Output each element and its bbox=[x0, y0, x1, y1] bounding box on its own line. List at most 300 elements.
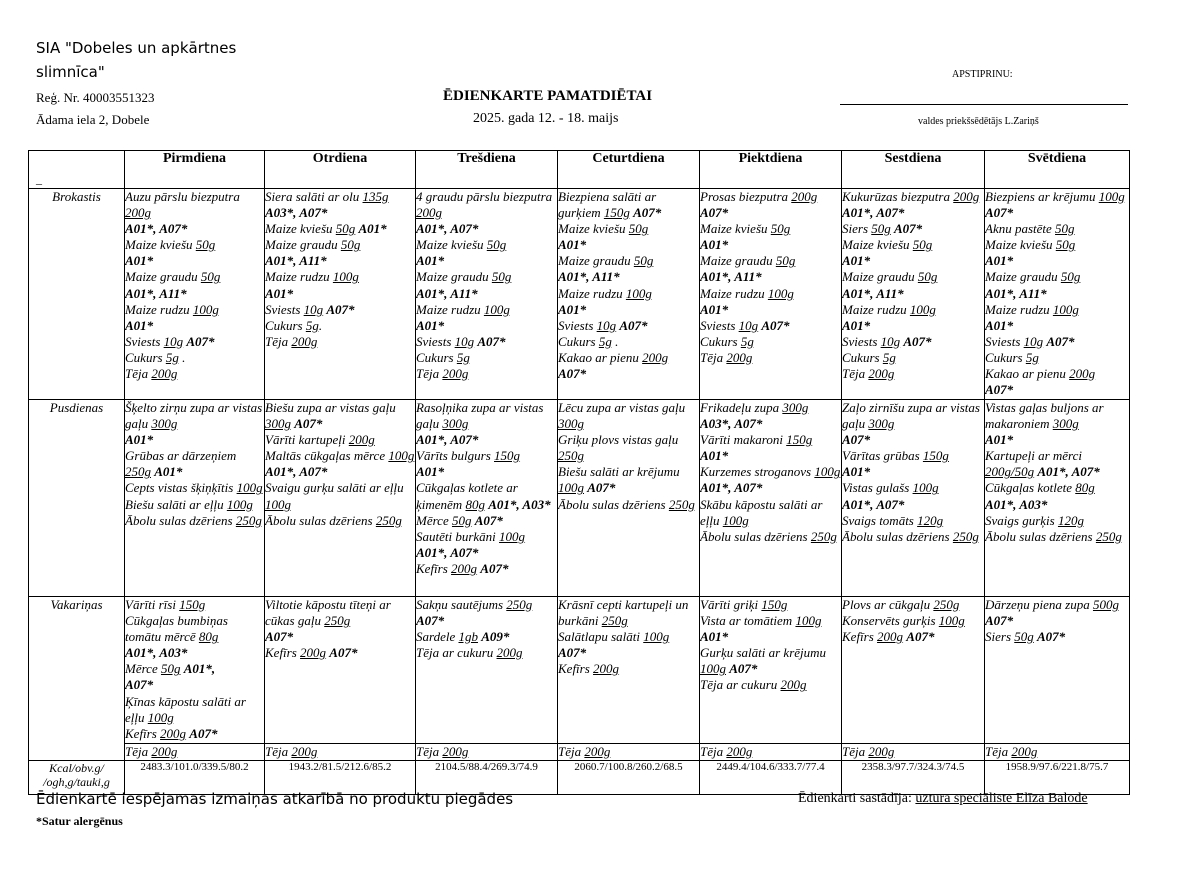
menu-item bbox=[985, 629, 1129, 645]
portion-size: 200g bbox=[726, 349, 753, 365]
dish-text: Tēja bbox=[985, 744, 1012, 759]
dish-text: Tēja ar cukuru bbox=[700, 677, 781, 693]
menu-item bbox=[842, 597, 984, 613]
menu-item bbox=[416, 237, 557, 253]
allergen-code: A01*, A07* bbox=[416, 432, 479, 448]
portion-size: 100g bbox=[236, 480, 263, 496]
allergen-code: A01* bbox=[416, 253, 445, 269]
dish-text: Ķīnas kāpostu salāti ar eļļu bbox=[125, 693, 246, 725]
menu-item bbox=[558, 318, 699, 334]
portion-size: 100g bbox=[499, 528, 526, 544]
allergen-code: A01*, A07* bbox=[842, 205, 905, 221]
menu-item bbox=[265, 221, 415, 237]
portion-size: 80g bbox=[465, 496, 485, 512]
approve-label: APSTIPRINU: bbox=[952, 69, 1013, 80]
portion-size: 500g bbox=[1092, 597, 1119, 612]
menu-item bbox=[700, 400, 841, 416]
menu-item bbox=[842, 221, 984, 237]
menu-item bbox=[842, 302, 984, 318]
menu-item bbox=[842, 318, 984, 334]
nutrition-value: 2104.5/88.4/269.3/74.9 bbox=[416, 761, 558, 795]
portion-size: 200g bbox=[496, 645, 523, 661]
dish-text: Sviests bbox=[265, 301, 304, 317]
menu-item bbox=[985, 382, 1129, 398]
menu-cell bbox=[416, 597, 558, 744]
portion-size: 50g bbox=[871, 221, 891, 237]
allergen-code: A07* bbox=[294, 416, 323, 432]
dish-text: Cukurs bbox=[125, 349, 166, 365]
dish-text: Maize kviešu bbox=[125, 237, 196, 253]
menu-item bbox=[985, 529, 1129, 545]
tea-cell bbox=[125, 744, 265, 761]
address: Ādama iela 2, Dobele bbox=[36, 112, 150, 127]
allergen-code: A01*, A11* bbox=[558, 269, 620, 285]
allergen-code: A07* bbox=[558, 645, 587, 661]
dish-text: Biezpiena salāti ar gurķiem bbox=[558, 189, 657, 221]
allergen-code: A09* bbox=[481, 629, 510, 645]
dish-text: Ābolu sulas dzēriens bbox=[842, 528, 953, 544]
dish-text: Viltotie kāpostu tīteņi ar cūkas gaļu bbox=[265, 597, 391, 629]
menu-cell bbox=[985, 189, 1130, 400]
author-name: uztura speciāliste Elīza Balode bbox=[915, 791, 1088, 806]
dish-text: Sautēti burkāni bbox=[416, 528, 500, 544]
menu-cell bbox=[265, 400, 416, 597]
portion-size: 100g bbox=[722, 512, 749, 528]
menu-table bbox=[28, 150, 1130, 795]
portion-size: 5g bbox=[882, 349, 896, 365]
menu-item bbox=[265, 744, 415, 760]
allergen-code: A01*, bbox=[183, 661, 216, 677]
menu-item bbox=[265, 334, 415, 350]
allergen-code: A01*, A07* bbox=[1037, 464, 1100, 480]
menu-cell bbox=[985, 597, 1130, 744]
menu-item bbox=[416, 545, 557, 561]
dish-text: Maize rudzu bbox=[558, 285, 626, 301]
portion-size: 50g bbox=[633, 253, 654, 269]
portion-size: 80g bbox=[1075, 480, 1095, 496]
tea-cell bbox=[700, 744, 842, 761]
meal-row-breakfast bbox=[29, 189, 1130, 400]
allergen-code: A03*, A07* bbox=[265, 205, 328, 221]
dish-text: Konservēts gurķis bbox=[842, 613, 939, 629]
portion-size: 200g bbox=[291, 744, 318, 759]
allergen-code: A07* bbox=[761, 317, 790, 333]
allergen-code: A07* bbox=[1037, 629, 1066, 645]
day-header: Piektdiena bbox=[700, 151, 842, 189]
allergen-code: A01*, A11* bbox=[416, 285, 478, 301]
portion-size: 100g bbox=[814, 464, 841, 480]
menu-item bbox=[265, 513, 415, 529]
menu-item bbox=[265, 318, 415, 334]
dish-text: Kukurūzas biezputra bbox=[842, 189, 954, 204]
menu-item bbox=[265, 432, 415, 448]
dish-text: Frikadeļu zupa bbox=[700, 400, 783, 415]
dish-text: Maize kviešu bbox=[558, 221, 629, 237]
menu-cell bbox=[558, 400, 700, 597]
dish-text: Maize graudu bbox=[985, 269, 1061, 285]
dish-text: Prosas biezputra bbox=[700, 189, 792, 204]
menu-item bbox=[985, 318, 1129, 334]
dish-text: Maize graudu bbox=[416, 269, 492, 285]
portion-size: 100g bbox=[625, 285, 652, 301]
nutrition-value: 2358.3/97.7/324.3/74.5 bbox=[842, 761, 985, 795]
menu-item bbox=[265, 597, 415, 629]
allergen-code: A01* bbox=[700, 301, 729, 317]
dish-text: Tēja bbox=[416, 366, 443, 382]
portion-size: 50g bbox=[160, 661, 181, 677]
menu-item bbox=[985, 302, 1129, 318]
menu-item bbox=[842, 613, 984, 629]
menu-item bbox=[416, 529, 557, 545]
organization-name: SIA "Dobeles un apkārtnes slimnīca" bbox=[36, 39, 237, 81]
portion-size: 5g bbox=[1025, 349, 1039, 365]
portion-size: 200g/50g bbox=[985, 464, 1035, 480]
menu-item bbox=[558, 661, 699, 677]
dish-text: Sviests bbox=[700, 317, 739, 333]
menu-item bbox=[416, 400, 557, 432]
dish-text: Biešu zupa ar vistas gaļu bbox=[265, 400, 396, 415]
portion-size: 200g bbox=[791, 189, 818, 204]
menu-item bbox=[265, 237, 415, 253]
menu-item bbox=[842, 334, 984, 350]
portion-size: 200g bbox=[1069, 366, 1096, 382]
allergen-code: A07* bbox=[619, 317, 648, 333]
allergen-code: A07* bbox=[326, 301, 355, 317]
dish-text: Maize kviešu bbox=[842, 237, 913, 253]
portion-size: 300g bbox=[558, 416, 584, 432]
allergen-code: A01*, A07* bbox=[416, 221, 479, 237]
menu-cell bbox=[125, 189, 265, 400]
dish-text: Maize rudzu bbox=[842, 301, 910, 317]
menu-item bbox=[842, 529, 984, 545]
menu-item bbox=[416, 189, 557, 221]
portion-size: 200g bbox=[160, 725, 187, 741]
portion-size: 150g bbox=[922, 448, 949, 464]
dish-text: Maize graudu bbox=[700, 253, 776, 269]
menu-item bbox=[700, 448, 841, 464]
dish-text: Vārīti makaroni bbox=[700, 432, 787, 448]
dish-text: Vārīti griķi bbox=[700, 597, 762, 612]
menu-item bbox=[125, 400, 264, 432]
dish-text: Siers bbox=[985, 629, 1015, 645]
menu-item bbox=[985, 448, 1129, 480]
menu-item bbox=[700, 464, 841, 496]
dish-text: Tēja ar cukuru bbox=[416, 645, 497, 661]
allergen-code: A07* bbox=[329, 645, 358, 661]
allergen-code: A07* bbox=[189, 725, 218, 741]
portion-size: 200g bbox=[151, 744, 178, 759]
portion-size: 100g bbox=[558, 480, 584, 496]
menu-item bbox=[842, 464, 984, 480]
dish-text: Kefīrs bbox=[558, 661, 594, 677]
portion-size: 5g bbox=[456, 349, 470, 365]
menu-item bbox=[700, 237, 841, 253]
portion-size: 10g bbox=[596, 317, 617, 333]
menu-item bbox=[125, 286, 264, 302]
menu-item bbox=[985, 597, 1129, 629]
portion-size: 100g bbox=[700, 661, 726, 677]
menu-item bbox=[558, 189, 699, 221]
portion-size: 300g bbox=[1052, 416, 1079, 432]
menu-item bbox=[416, 464, 557, 480]
nutrition-value: 1958.9/97.6/221.8/75.7 bbox=[985, 761, 1130, 795]
menu-item bbox=[416, 334, 557, 350]
dish-text: Cukurs bbox=[700, 333, 741, 349]
menu-item bbox=[416, 366, 557, 382]
menu-item bbox=[842, 448, 984, 464]
dish-text: Vārīts bulgurs bbox=[416, 448, 495, 464]
menu-item bbox=[558, 350, 699, 366]
menu-cell bbox=[842, 597, 985, 744]
menu-item bbox=[842, 286, 984, 302]
menu-item bbox=[558, 629, 699, 645]
portion-size: 50g bbox=[1055, 221, 1075, 237]
portion-size: 50g bbox=[917, 269, 938, 285]
menu-item bbox=[416, 318, 557, 334]
dish-text: Maize rudzu bbox=[985, 301, 1053, 317]
portion-size: 250g bbox=[952, 528, 979, 544]
menu-item bbox=[416, 253, 557, 269]
dish-text: Plovs ar cūkgaļu bbox=[842, 597, 934, 612]
allergen-code: A07* bbox=[729, 661, 758, 677]
menu-item bbox=[558, 400, 699, 432]
menu-item bbox=[125, 497, 264, 513]
dish-text: Cukurs bbox=[265, 317, 306, 333]
allergen-code: A01* bbox=[842, 317, 871, 333]
menu-item bbox=[700, 529, 841, 545]
allergen-code: A07* bbox=[480, 560, 509, 576]
dish-text: Maize rudzu bbox=[700, 285, 768, 301]
dish-text: Maize graudu bbox=[125, 269, 201, 285]
menu-item bbox=[125, 726, 264, 742]
menu-item bbox=[125, 694, 264, 726]
portion-size: 50g bbox=[1014, 629, 1034, 645]
portion-size: 50g bbox=[200, 269, 221, 285]
menu-item bbox=[985, 744, 1129, 760]
approver-caption: valdes priekšsēdētājs L.Zariņš bbox=[918, 116, 1039, 127]
menu-item bbox=[558, 464, 699, 496]
menu-cell bbox=[416, 189, 558, 400]
portion-size: 5g bbox=[598, 333, 612, 349]
nutrition-value: 2449.4/104.6/333.7/77.4 bbox=[700, 761, 842, 795]
portion-size: 10g bbox=[1023, 333, 1044, 349]
menu-item bbox=[416, 629, 557, 645]
dish-text: Sviests bbox=[416, 333, 455, 349]
signature-line bbox=[840, 104, 1128, 105]
portion-size: 250g bbox=[668, 496, 695, 512]
dish-text: Cūkgaļas kotlete ar ķimenēm bbox=[416, 480, 518, 512]
allergen-code: A01*, A03* bbox=[488, 496, 551, 512]
menu-item bbox=[985, 221, 1129, 237]
menu-item bbox=[842, 497, 984, 513]
menu-item bbox=[985, 513, 1129, 529]
allergen-code: A07* bbox=[894, 221, 923, 237]
menu-item bbox=[125, 744, 264, 760]
page-title: ĒDIENKARTE PAMATDIĒTAI bbox=[443, 88, 653, 104]
portion-size: 150g bbox=[494, 448, 521, 464]
dish-text: Vārītas grūbas bbox=[842, 448, 923, 464]
dish-text: Sviests bbox=[985, 333, 1024, 349]
menu-item bbox=[842, 744, 984, 760]
portion-size: 100g bbox=[795, 613, 822, 629]
dish-text: Tēja bbox=[842, 744, 869, 759]
allergen-code: A01*, A07* bbox=[265, 464, 328, 480]
portion-size: 50g bbox=[1055, 237, 1076, 253]
dish-text: Cukurs bbox=[416, 349, 457, 365]
allergen-code: A01* bbox=[154, 464, 183, 480]
dish-text: Cukurs bbox=[558, 333, 599, 349]
menu-item bbox=[985, 269, 1129, 285]
portion-size: 150g bbox=[603, 205, 630, 221]
menu-item bbox=[265, 448, 415, 480]
portion-size: 50g bbox=[451, 512, 472, 528]
dish-text: Cūkgaļas bumbiņas tomātu mērcē bbox=[125, 613, 228, 645]
menu-item bbox=[558, 302, 699, 318]
dish-text: Tēja bbox=[125, 744, 152, 759]
tea-cell bbox=[416, 744, 558, 761]
allergen-code: A01*, A11* bbox=[700, 269, 762, 285]
portion-size: 100g bbox=[265, 496, 291, 512]
dish-text: Kefīrs bbox=[125, 725, 161, 741]
day-header: Ceturtdiena bbox=[558, 151, 700, 189]
portion-size: 50g bbox=[770, 221, 791, 237]
menu-item bbox=[985, 497, 1129, 513]
menu-cell bbox=[265, 189, 416, 400]
portion-size: 100g bbox=[226, 496, 253, 512]
portion-size: 100g bbox=[332, 269, 359, 285]
dish-text: Maize rudzu bbox=[416, 301, 484, 317]
dish-text: Cūkgaļas kotlete bbox=[985, 480, 1076, 496]
menu-item bbox=[125, 480, 264, 496]
menu-item bbox=[265, 286, 415, 302]
menu-item bbox=[842, 269, 984, 285]
allergen-code: A01* bbox=[125, 253, 154, 269]
portion-size: 50g bbox=[195, 237, 216, 253]
menu-item bbox=[558, 597, 699, 629]
allergen-code: A01*, A07* bbox=[125, 221, 188, 237]
dish-text: Kakao ar pienu bbox=[558, 349, 643, 365]
portion-size: 200g bbox=[642, 349, 669, 365]
portion-size: 10g bbox=[303, 301, 324, 317]
portion-size: 200g bbox=[125, 205, 151, 221]
menu-item bbox=[700, 269, 841, 285]
allergen-code: A01* bbox=[985, 317, 1014, 333]
portion-size: 50g bbox=[775, 253, 796, 269]
menu-item bbox=[842, 350, 984, 366]
dish-text: Auzu pārslu biezputra bbox=[125, 189, 240, 204]
allergen-code: A01* bbox=[558, 237, 587, 253]
allergen-code: A01* bbox=[558, 301, 587, 317]
portion-size: 10g bbox=[163, 333, 184, 349]
portion-size: 100g bbox=[147, 709, 174, 725]
dish-text: Kefīrs bbox=[842, 629, 878, 645]
menu-item bbox=[125, 366, 264, 382]
meal-label: Brokastis bbox=[29, 189, 125, 400]
dish-text: Vistas gulašs bbox=[842, 480, 913, 496]
allergen-code: A01* bbox=[700, 448, 729, 464]
meal-row-lunch bbox=[29, 400, 1130, 597]
menu-item bbox=[125, 513, 264, 529]
menu-cell bbox=[558, 597, 700, 744]
menu-item bbox=[700, 416, 841, 432]
allergen-code: A07* bbox=[186, 333, 215, 349]
dish-text: Svaigu gurķu salāti ar eļļu bbox=[265, 480, 404, 496]
dish-text: Maize rudzu bbox=[125, 301, 193, 317]
menu-item bbox=[700, 318, 841, 334]
dish-text: 4 graudu pārslu biezputra bbox=[416, 189, 553, 204]
portion-size: 250g bbox=[125, 464, 151, 480]
dish-text: . bbox=[611, 333, 619, 349]
portion-size: 135g bbox=[362, 189, 389, 204]
allergen-code: A01* bbox=[985, 253, 1014, 269]
menu-item bbox=[416, 350, 557, 366]
menu-item bbox=[558, 366, 699, 382]
dish-text: Tēja bbox=[416, 744, 443, 759]
menu-item bbox=[125, 334, 264, 350]
menu-item bbox=[416, 513, 557, 529]
allergen-code: A07* bbox=[125, 677, 154, 693]
nutrition-value: 2060.7/100.8/260.2/68.5 bbox=[558, 761, 700, 795]
menu-item bbox=[265, 189, 415, 205]
dish-text: Tēja bbox=[700, 349, 727, 365]
menu-item bbox=[842, 480, 984, 496]
menu-item bbox=[700, 334, 841, 350]
portion-size: 200g bbox=[451, 560, 478, 576]
dish-text: Tēja bbox=[842, 366, 869, 382]
portion-size: 200g bbox=[868, 744, 895, 759]
portion-size: 10g bbox=[738, 317, 759, 333]
dish-text: Skābu kāpostu salāti ar eļļu bbox=[700, 496, 823, 528]
portion-size: 100g bbox=[767, 285, 794, 301]
portion-size: 10g bbox=[454, 333, 475, 349]
dish-text: Siera salāti ar olu bbox=[265, 189, 363, 204]
menu-period: 2025. gada 12. - 18. maijs bbox=[473, 111, 619, 126]
menu-item bbox=[125, 221, 264, 237]
menu-item bbox=[125, 677, 264, 693]
day-header: Trešdiena bbox=[416, 151, 558, 189]
portion-size: 300g bbox=[868, 416, 895, 432]
portion-size: 5g bbox=[740, 333, 754, 349]
dish-text: Maize kviešu bbox=[985, 237, 1056, 253]
allergen-code: A01* bbox=[842, 253, 871, 269]
dish-text: Sviests bbox=[842, 333, 881, 349]
dish-text: Biešu salāti ar krējumu bbox=[558, 464, 680, 480]
menu-cell bbox=[125, 597, 265, 744]
allergen-code: A01* bbox=[985, 432, 1014, 448]
dish-text: Zaļo zirnīšu zupa ar vistas gaļu bbox=[842, 400, 980, 432]
tea-cell bbox=[558, 744, 700, 761]
allergen-code: A01* bbox=[416, 317, 445, 333]
portion-size: 100g bbox=[938, 613, 965, 629]
allergen-code: A07* bbox=[477, 333, 506, 349]
portion-size: 250g bbox=[810, 528, 837, 544]
allergen-code: A01* bbox=[416, 464, 445, 480]
portion-size: 100g bbox=[643, 629, 670, 645]
portion-size: 100g bbox=[388, 448, 415, 464]
allergen-code: A07* bbox=[985, 613, 1014, 629]
portion-size: 200g bbox=[780, 677, 807, 693]
menu-item bbox=[842, 400, 984, 432]
portion-size: 200g bbox=[593, 661, 620, 677]
menu-item bbox=[416, 597, 557, 629]
dish-text: Rasoļņika zupa ar vistas gaļu bbox=[416, 400, 544, 432]
menu-item bbox=[125, 189, 264, 221]
dish-text: Ābolu sulas dzēriens bbox=[700, 528, 811, 544]
menu-cell bbox=[416, 400, 558, 597]
dish-text: Tēja bbox=[125, 366, 152, 382]
menu-item bbox=[416, 744, 557, 760]
portion-size: 150g bbox=[179, 597, 206, 612]
